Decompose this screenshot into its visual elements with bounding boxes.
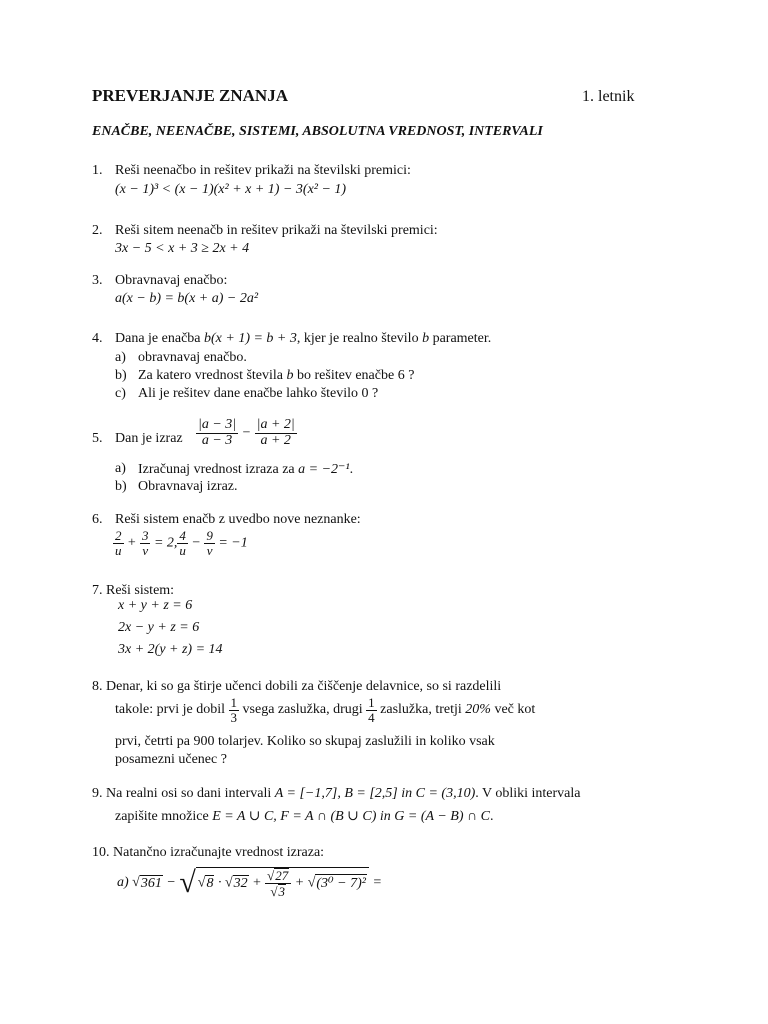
q10-heading: 10. Natančno izračunajte vrednost izraza: xyxy=(92,845,325,860)
q4-text-b: , kjer je realno število xyxy=(296,331,419,346)
q2-number: 2. xyxy=(92,223,103,238)
q9-line-2: zapišite množice E = A ∪ C, F = A ∩ (B ∪ C) in G = (A − B) ∩ C. xyxy=(115,809,494,824)
q3-text: Obravnavaj enačbo: xyxy=(115,273,228,288)
q4-item-b-text-a: Za katero vrednost števila xyxy=(138,368,284,383)
q1-expression: (x − 1)³ < (x − 1)(x² + x + 1) − 3(x² − 1) xyxy=(115,182,347,197)
q1-number: 1. xyxy=(92,163,103,178)
q5-fraction-1: $\frac{|a - 3|}{a - 3}$ xyxy=(198,417,237,448)
q7-equation-3: 3x + 2(y + z) = 14 xyxy=(118,642,223,657)
q6-frac-4u: $\frac{4}{u}$ xyxy=(179,528,186,558)
q5-item-a-label: a) xyxy=(115,461,126,476)
q5-text: Dan je izraz xyxy=(115,431,183,446)
q8-frac-one-third: $\frac{1}{3}$ xyxy=(230,695,238,725)
q2-text: Reši sitem neenačb in rešitev prikaži na številski premici: xyxy=(115,223,438,238)
q5-fraction-2: $\frac{|a + 2|}{a + 2}$ xyxy=(256,417,295,448)
q4-text-a: Dana je enačba xyxy=(115,331,201,346)
q4-item-a-text: obravnavaj enačbo. xyxy=(138,350,247,365)
q6-frac-3v: $\frac{3}{v}$ xyxy=(141,528,149,558)
q4-stem xyxy=(115,331,491,347)
grade-label: 1. letnik xyxy=(582,88,635,105)
q8-percent: 20% xyxy=(465,702,491,718)
q5-operator: − xyxy=(241,425,252,441)
q4-item-c-text: Ali je rešitev dane enačbe lahko število 0 ? xyxy=(138,386,379,401)
q10-inner-root: (3⁰ − 7)² xyxy=(316,875,366,891)
q4-item-b-text xyxy=(138,368,414,384)
q8-line-1: 8. Denar, ki so ga štirje učenci dobili za čiščenje delavnice, so si razdelili xyxy=(92,679,502,694)
q4-number: 4. xyxy=(92,331,103,346)
q6-frac-2u: $\frac{2}{u}$ xyxy=(115,528,122,558)
q4-item-c-label: c) xyxy=(115,386,126,401)
q4-item-b-label: b) xyxy=(115,368,127,383)
q9-intervals-ab: A = [−1,7], B = [2,5] xyxy=(274,786,398,801)
q9-line-1: 9. Na realni osi so dani intervali A = [−1,7], B = [2,5] in C = (3,10). V obliki intervala xyxy=(92,786,581,801)
q8-line-4: posamezni učenec ? xyxy=(115,752,227,767)
q6-system: $\frac{2}{u}$ + $\frac{3}{v}$ = 2, $\frac{4}{u}$ − $\frac{9}{v}$ = −1 xyxy=(115,528,248,558)
q5-expression xyxy=(196,418,297,448)
q5-number: 5. xyxy=(92,431,103,446)
q10-frac-roots: $\frac{√27}{√3}$ xyxy=(265,868,291,898)
q1-text: Reši neenačbo in rešitev prikaži na številski premici: xyxy=(115,163,411,178)
q9-interval-c: C = (3,10) xyxy=(415,786,476,801)
q4-param: b xyxy=(422,331,430,346)
q5-item-b-label: b) xyxy=(115,479,127,494)
q8-line-3: prvi, četrti pa 900 tolarjev. Koliko so skupaj zaslužili in koliko vsak xyxy=(115,734,495,749)
page-title: PREVERJANJE ZNANJA xyxy=(92,86,288,105)
q2-expression: 3x − 5 < x + 3 ≥ 2x + 4 xyxy=(115,241,250,256)
q4-text-c: parameter. xyxy=(432,331,492,346)
q6-number: 6. xyxy=(92,512,103,527)
q5-item-a-expression: a = −2⁻¹ xyxy=(298,462,350,477)
q4-item-b-var: b xyxy=(286,368,294,383)
q9-set-g: G = (A − B) ∩ C xyxy=(394,809,490,824)
q3-number: 3. xyxy=(92,273,103,288)
q3-expression: a(x − b) = b(x + a) − 2a² xyxy=(115,291,259,306)
q10-root-361: 361 xyxy=(140,875,162,891)
q8-frac-one-quarter: $\frac{1}{4}$ xyxy=(368,695,375,725)
page-subtitle: ENAČBE, NEENAČBE, SISTEMI, ABSOLUTNA VREDNOST, INTERVALI xyxy=(92,124,543,139)
q10-expression: a) √361 − √ √8 · √32 + $\frac{√27}{√3}$ + √(3⁰ − 7)² = xyxy=(117,866,382,899)
q10-outer-root: √8 · √32 + $\frac{√27}{√3}$ + √(3⁰ − 7)² xyxy=(196,867,369,898)
q4-expression: b(x + 1) = b + 3 xyxy=(204,331,297,346)
q7-equation-2: 2x − y + z = 6 xyxy=(118,620,200,635)
q5-item-a-text: Izračunaj vrednost izraza za a = −2⁻¹. xyxy=(138,462,354,477)
q7-equation-1: x + y + z = 6 xyxy=(118,598,193,613)
q8-line-2: takole: prvi je dobil $\frac{1}{3}$ vsega zaslužka, drugi $\frac{1}{4}$ zaslužka, tretji 20% več kot xyxy=(115,695,536,725)
q7-heading: 7. Reši sistem: xyxy=(92,583,175,598)
q6-text: Reši sistem enačb z uvedbo nove neznanke: xyxy=(115,512,361,527)
q6-frac-9v: $\frac{9}{v}$ xyxy=(206,528,213,558)
q5-item-b-text: Obravnavaj izraz. xyxy=(138,479,238,494)
q4-item-a-label: a) xyxy=(115,350,126,365)
q4-item-b-text-b: bo rešitev enačbe 6 ? xyxy=(297,368,415,383)
q9-sets-ef: E = A ∪ C, F = A ∩ (B ∪ C) xyxy=(212,809,377,824)
